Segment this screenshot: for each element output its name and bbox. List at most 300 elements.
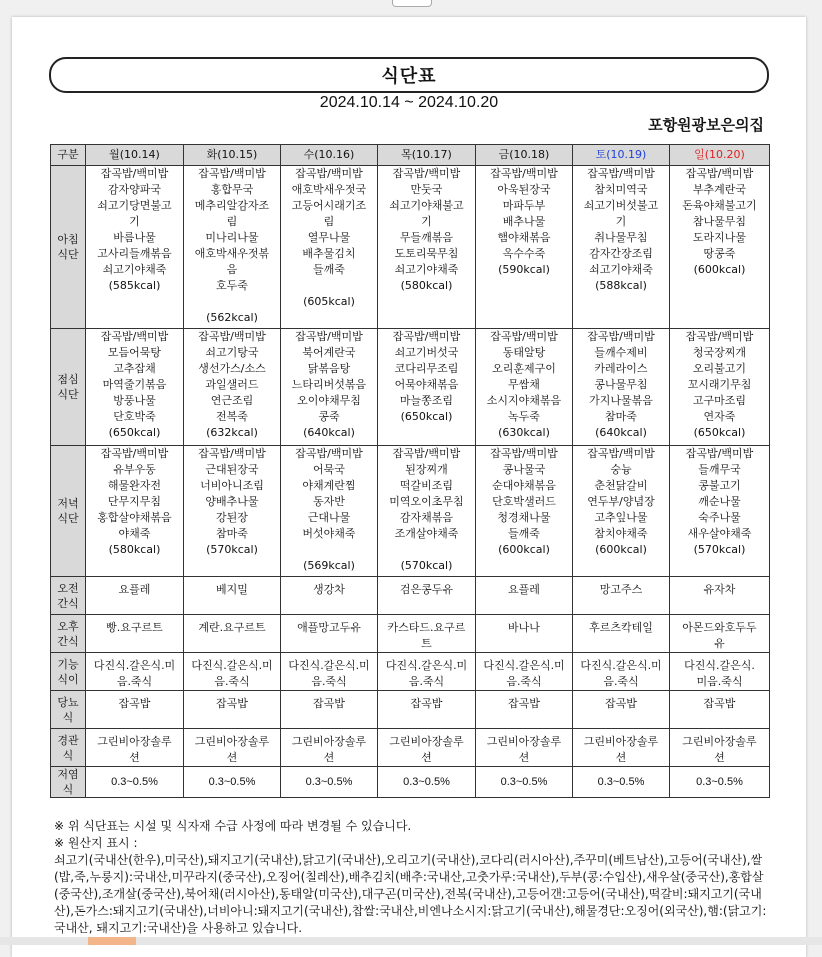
menu-item: 참치미역국 [594,183,648,196]
menu-item: 감자양파국 [107,183,162,196]
origin-heading: ※ 원산지 표시 : [54,836,138,850]
menu-item: 다진식.갈은식. [684,659,755,672]
menu-item: 연두부/양념장 [587,495,655,508]
menu-item: 카스타드.요구르 [387,621,466,634]
menu-item: 0.3~0.5% [597,776,645,788]
menu-item: 션 [518,751,530,764]
menu-item: 0.3~0.5% [305,776,353,788]
menu-item: (570kcal) [400,559,453,572]
menu-item: 쇠고기야채불고 [389,199,464,212]
menu-item: 느타리버섯볶음 [291,378,367,391]
row-label-line: 저녁 [57,497,79,510]
menu-item: 유 [714,637,725,650]
header-row [51,145,770,166]
menu-item: 콩죽 [318,410,340,423]
menu-item: 된장찌개 [405,463,448,476]
menu-item: 참마죽 [216,527,248,540]
pm-snack-cell-tue [184,615,281,653]
menu-item: 생강차 [313,583,345,596]
menu-item: 림 [323,215,335,228]
menu-item: 배추나물 [502,215,546,228]
menu-item: 새우살야채죽 [687,527,752,540]
menu-item: 부추계란국 [692,183,747,196]
menu-item: 음.죽식 [116,675,153,688]
menu-item: 과일샐러드 [205,378,259,391]
menu-item: 돈육야채불고기 [682,199,757,212]
menu-item: 모듬어묵탕 [107,346,162,359]
diabetic-diet-label [51,691,86,729]
dinner-cell-sat [573,446,670,577]
menu-item: 션 [129,751,140,764]
am-snack-cell-sat [573,577,670,615]
diabetic-diet-cell-wed [281,691,378,729]
menu-item: 아욱된장국 [497,183,551,196]
menu-item: 잡곡밥/백미밥 [490,330,558,343]
notes-section [54,818,770,937]
menu-item: 꼬시래기무침 [687,378,752,391]
menu-item: 청국장찌개 [692,346,747,359]
menu-item: 쇠고기야채죽 [394,263,459,276]
menu-item: 음.죽식 [311,675,347,688]
menu-item: 전복죽 [216,410,248,423]
breakfast-row [51,166,770,329]
low-sodium-cell-wed [281,767,378,798]
menu-item: 마역줄기볶음 [102,378,167,391]
day-header-fri: 금(10.18) [476,145,573,166]
menu-item: 망고주스 [599,583,643,596]
row-label-line: 식단 [57,512,79,525]
menu-item: 기 [615,215,627,228]
menu-item: 잡곡밥/백미밥 [490,167,558,180]
menu-item: 참치야채죽 [594,527,648,540]
menu-item: 그린비아장솔루 [486,735,562,748]
functional-diet-cell-tue [184,653,281,691]
dinner-cell-mon [86,446,184,577]
menu-item: 0.3~0.5% [208,776,256,788]
breakfast-label [51,166,86,329]
document-page [12,17,806,957]
pm-snack-cell-wed [281,615,378,653]
functional-diet-label [51,653,86,691]
menu-item: 근대된장국 [205,463,259,476]
menu-item [282,542,376,558]
functional-diet-cell-wed [281,653,378,691]
menu-item: 양배추나물 [205,495,259,508]
dinner-cell-sun [670,446,770,577]
menu-item: 들깨죽 [313,263,345,276]
menu-item: 도토리묵무침 [394,247,459,260]
dinner-cell-fri [476,446,573,577]
menu-item: 어묵야채볶음 [394,378,459,391]
menu-item: 배추물김치 [302,247,356,260]
day-header-tue: 화(10.15) [184,145,281,166]
menu-item: (580kcal) [108,543,161,556]
low-sodium-cell-mon [86,767,184,798]
menu-item: 깨순나물 [698,495,741,508]
menu-item: 감자채볶음 [399,511,454,524]
menu-item: 고사리들깨볶음 [97,247,172,260]
menu-item: 쇠고기탕국 [205,346,259,359]
menu-item: 코다리무조림 [394,362,459,375]
menu-item: 숭늉 [610,463,632,476]
diabetic-diet-cell-mon [86,691,184,729]
menu-item: 어묵국 [313,463,345,476]
menu-item: 다진식.갈은식.미 [191,659,273,672]
menu-item: 검은콩두유 [399,583,454,596]
menu-item: 다진식.갈은식.미 [385,659,468,672]
menu-item: (562kcal) [206,311,258,324]
menu-item: 다진식.갈은식.미 [580,659,662,672]
menu-item: 오리불고기 [692,362,747,375]
menu-item: 고추잡채 [113,362,156,375]
menu-item: 동태알탕 [502,346,546,359]
row-label-line: 당뇨 [57,695,79,709]
breakfast-cell-tue [184,166,281,329]
am-snack-cell-mon [86,577,184,615]
menu-item: 잡곡밥/백미밥 [392,167,461,180]
row-label-line: 식이 [57,672,79,686]
menu-item: 0.3~0.5% [500,776,548,788]
menu-item: 옥수수죽 [502,247,546,260]
menu-item: 기 [421,215,432,228]
change-notice: ※ 위 식단표는 시설 및 식자재 수급 사정에 따라 변경될 수 있습니다. [54,819,412,833]
menu-item: (650kcal) [108,426,161,439]
menu-item: 기 [129,215,140,228]
menu-item: 잡곡밥 [216,697,248,710]
origin-text: 쇠고기(국내산(한우),미국산),돼지고기(국내산),닭고기(국내산),오리고기(국내산),코다리(러시아산),주꾸미(베트남산),고등어(국내산),쌀(밥,죽,누룽지):국내산,미꾸라지(중국산),오징어(칠레산),배추김치(배추:국내산,고춧가루:국내산),두부(콩:수입산),새우살(중국산),홍합살(중국산),조개살(중국산),북어채(러시아산),동태알(미국산),대구곤(미국산),전복(국내산),고등어갠:고등어(국내산),떡갈비:돼지고기(국내산),돈가스:돼지고기(국내산),너비아니:돼지고기(국내산),찹쌀:국내산,비엔나소시지:닭고기(국내산),해물경단:오징어(외국산),햄:(닭고기:국내산, 돼지고기:국내산)을 사용하고 있습니다. [54,853,767,935]
menu-item: (600kcal) [693,263,746,276]
menu-item: 션 [226,751,238,764]
menu-item: 참나물무침 [692,215,747,228]
menu-item: 햄야채볶음 [497,231,551,244]
menu-item: 애호박새우젓볶 [194,247,270,260]
low-sodium-cell-sat [573,767,670,798]
breakfast-cell-fri [476,166,573,329]
menu-item: 연근조림 [210,394,254,407]
lunch-cell-sun [670,329,770,446]
menu-item: (588kcal) [595,279,647,292]
low-sodium-label [51,767,86,798]
row-label-line: 식 [62,710,74,724]
row-label-line: 식 [62,748,74,762]
menu-item: 홍합살야채볶음 [97,511,172,524]
pm-snack-cell-sat [573,615,670,653]
menu-item: 야채계란찜 [302,479,356,492]
row-label-line: 식 [62,783,74,796]
lunch-cell-fri [476,329,573,446]
menu-item: 잡곡밥/백미밥 [295,167,363,180]
menu-item: 참마죽 [605,410,637,423]
menu-item: 방풍나물 [113,394,156,407]
am-snack-cell-wed [281,577,378,615]
menu-item: 션 [421,751,432,764]
menu-item: 잡곡밥/백미밥 [392,447,461,460]
diabetic-diet-cell-fri [476,691,573,729]
menu-item: 청경채나물 [497,511,551,524]
menu-item: 잡곡밥/백미밥 [100,167,169,180]
menu-item: 홍합무국 [210,183,254,196]
menu-item: 유부우동 [113,463,156,476]
menu-item: 애호박새우젓국 [291,183,367,196]
day-header-sat: 토(10.19) [573,145,670,166]
tube-feeding-cell-thu [378,729,476,767]
menu-item: 유자차 [703,583,736,596]
menu-item: 0.3~0.5% [696,776,743,788]
menu-item: 단호박샐러드 [492,495,556,508]
menu-item: 취나물무침 [594,231,648,244]
menu-item: 고추잎나물 [594,511,648,524]
date-range: 2024.10.14 ~ 2024.10.20 [319,94,499,111]
dinner-cell-tue [184,446,281,577]
menu-item: 조개살야채죽 [394,527,459,540]
menu-item: (570kcal) [206,543,258,556]
menu-item [379,542,474,558]
menu-item: 마늘쫑조림 [399,394,454,407]
menu-item: 고구마조림 [692,394,747,407]
menu-item: 잡곡밥/백미밥 [295,447,363,460]
menu-item: 해물완자전 [107,479,162,492]
menu-item: 쇠고기버섯국 [394,346,459,359]
menu-item: 들깨무국 [698,463,741,476]
menu-item: 들깨수제비 [594,346,648,359]
menu-item: 야채죽 [118,527,151,540]
menu-item: 떡갈비조림 [399,479,454,492]
menu-item: (605kcal) [303,295,355,308]
menu-item: 쇠고기버섯불고 [583,199,659,212]
menu-item: 음.죽식 [506,675,542,688]
menu-item: 다진식.갈은식.미 [93,659,176,672]
day-header-wed: 수(10.16) [281,145,378,166]
menu-item: (650kcal) [400,410,453,423]
diabetic-diet-cell-tue [184,691,281,729]
menu-item: 잡곡밥/백미밥 [100,330,169,343]
tube-feeding-row [51,729,770,767]
breakfast-cell-sat [573,166,670,329]
menu-item: 션 [323,751,335,764]
diabetic-diet-cell-sun [670,691,770,729]
page-title: 식단표 [49,57,769,93]
tube-feeding-cell-mon [86,729,184,767]
breakfast-cell-mon [86,166,184,329]
lunch-cell-thu [378,329,476,446]
pm-snack-cell-mon [86,615,184,653]
menu-item: 잡곡밥/백미밥 [392,330,461,343]
menu-item: 미음.죽식 [696,675,743,688]
functional-diet-row [51,653,770,691]
menu-item: 빵.요구르트 [106,621,163,634]
functional-diet-cell-thu [378,653,476,691]
day-header-thu: 목(10.17) [378,145,476,166]
menu-item: 바름나물 [113,231,156,244]
row-label-line: 오전 [57,581,79,595]
menu-item: 잡곡밥/백미밥 [198,167,266,180]
menu-item: 콩나물국 [502,463,546,476]
menu-item: 림 [226,215,238,228]
menu-item: 생선가스/소스 [198,362,266,375]
menu-item: 들깨죽 [508,527,540,540]
lunch-label [51,329,86,446]
am-snack-label [51,577,86,615]
menu-item: 북어계란국 [302,346,356,359]
menu-item: 콩나물무침 [594,378,648,391]
menu-item: 호두죽 [216,279,248,292]
pm-snack-cell-thu [378,615,476,653]
menu-item: 단호박죽 [113,410,156,423]
tube-feeding-cell-sun [670,729,770,767]
menu-item: 무들깨볶음 [399,231,454,244]
menu-item: 잡곡밥/백미밥 [685,447,754,460]
menu-item: 다진식.갈은식.미 [483,659,565,672]
menu-item: (630kcal) [498,426,550,439]
am-snack-cell-tue [184,577,281,615]
menu-item: (650kcal) [693,426,746,439]
day-header-mon: 월(10.14) [86,145,184,166]
am-snack-cell-sun [670,577,770,615]
day-header-sun: 일(10.20) [670,145,770,166]
menu-item [185,294,279,310]
menu-item: 0.3~0.5% [111,776,158,788]
row-label-line: 간식 [57,634,79,648]
menu-item: 베지밀 [216,583,248,596]
menu-item: 춘천닭갈비 [594,479,648,492]
menu-item: 잡곡밥/백미밥 [587,167,655,180]
menu-item: 음.죽식 [603,675,639,688]
menu-item: (585kcal) [108,279,161,292]
menu-item: 그린비아장솔루 [583,735,659,748]
menu-item: 음.죽식 [408,675,445,688]
menu-item: 도라지나물 [692,231,747,244]
tube-feeding-cell-fri [476,729,573,767]
corner-cell: 구분 [51,145,86,166]
menu-item: 닭볶음탕 [307,362,351,375]
row-label-line: 아침 [57,233,79,246]
facility-name: 포항원광보은의집 [648,116,764,134]
menu-item: (600kcal) [595,543,647,556]
menu-item: 잡곡밥/백미밥 [685,330,754,343]
diabetic-diet-row [51,691,770,729]
menu-item: 마파두부 [502,199,546,212]
menu-item: (632kcal) [206,426,258,439]
menu-item: 순대야채볶음 [492,479,556,492]
functional-diet-cell-mon [86,653,184,691]
lunch-cell-sat [573,329,670,446]
menu-item: 그린비아장솔루 [389,735,464,748]
menu-item: 잡곡밥 [410,697,443,710]
tube-feeding-cell-wed [281,729,378,767]
menu-item: 근대나물 [307,511,351,524]
tube-feeding-label [51,729,86,767]
row-label-line: 저염 [57,768,79,781]
menu-item: 다진식.갈은식.미 [288,659,370,672]
menu-item: 오이야채무침 [297,394,361,407]
menu-item: 요플레 [508,583,540,596]
menu-item: 동자반 [313,495,345,508]
menu-item: 오리훈제구이 [492,362,556,375]
menu-item: 단무지무침 [107,495,162,508]
lunch-cell-tue [184,329,281,446]
breakfast-cell-thu [378,166,476,329]
row-label-line: 점심 [57,373,79,386]
menu-item: 잡곡밥/백미밥 [587,330,655,343]
functional-diet-cell-fri [476,653,573,691]
menu-item: (580kcal) [400,279,453,292]
menu-item: 잡곡밥 [118,697,151,710]
menu-item: 소시지야채볶음 [486,394,562,407]
low-sodium-cell-thu [378,767,476,798]
dinner-row [51,446,770,577]
menu-item: 아몬드와호두두 [682,621,757,634]
low-sodium-cell-sun [670,767,770,798]
menu-item: 만둣국 [410,183,443,196]
menu-item: 잡곡밥/백미밥 [295,330,363,343]
menu-item: (590kcal) [498,263,550,276]
menu-item: 잡곡밥 [605,697,637,710]
menu-item [282,278,376,294]
diabetic-diet-cell-sat [573,691,670,729]
menu-item: 트 [421,637,432,650]
menu-item: 션 [714,751,725,764]
menu-item: 가지나물볶음 [589,394,653,407]
lunch-cell-wed [281,329,378,446]
menu-item: 감자간장조림 [589,247,653,260]
menu-item: 잡곡밥/백미밥 [198,447,266,460]
menu-item: 땅콩죽 [703,247,736,260]
low-sodium-cell-fri [476,767,573,798]
menu-item: 잡곡밥 [508,697,540,710]
am-snack-cell-fri [476,577,573,615]
menu-item: 숙주나물 [698,511,741,524]
menu-item: 버섯야채죽 [302,527,356,540]
menu-item: 녹두죽 [508,410,540,423]
menu-item: 애플망고두유 [297,621,361,634]
functional-diet-cell-sat [573,653,670,691]
menu-item: (569kcal) [303,559,355,572]
menu-item: 잡곡밥/백미밥 [198,330,266,343]
row-label-line: 경관 [57,733,79,747]
menu-item: (570kcal) [693,543,746,556]
menu-item: 0.3~0.5% [403,776,450,788]
row-label-line: 간식 [57,596,79,610]
row-label-line: 오후 [57,619,79,633]
lunch-cell-mon [86,329,184,446]
diabetic-diet-cell-thu [378,691,476,729]
menu-item: 잡곡밥/백미밥 [490,447,558,460]
menu-item: 음.죽식 [214,675,250,688]
menu-item: 미나리나물 [205,231,259,244]
menu-item: 잡곡밥/백미밥 [685,167,754,180]
tube-feeding-cell-sat [573,729,670,767]
bottom-scroll-thumb[interactable] [88,937,136,945]
menu-item: 잡곡밥 [703,697,736,710]
low-sodium-cell-tue [184,767,281,798]
menu-item: 카레라이스 [594,362,648,375]
dinner-label [51,446,86,577]
row-label-line: 식단 [57,388,79,401]
pm-snack-cell-sun [670,615,770,653]
functional-diet-cell-sun [670,653,770,691]
pm-snack-label [51,615,86,653]
menu-item: 잡곡밥/백미밥 [100,447,169,460]
menu-item: 그린비아장솔루 [682,735,757,748]
menu-item: 잡곡밥 [313,697,345,710]
menu-table [50,144,770,798]
tube-feeding-cell-tue [184,729,281,767]
menu-item: 그린비아장솔루 [291,735,367,748]
menu-item: 요플레 [118,583,151,596]
row-label-line: 식단 [57,248,79,261]
menu-item: 션 [615,751,627,764]
menu-item: 무쌈채 [508,378,540,391]
